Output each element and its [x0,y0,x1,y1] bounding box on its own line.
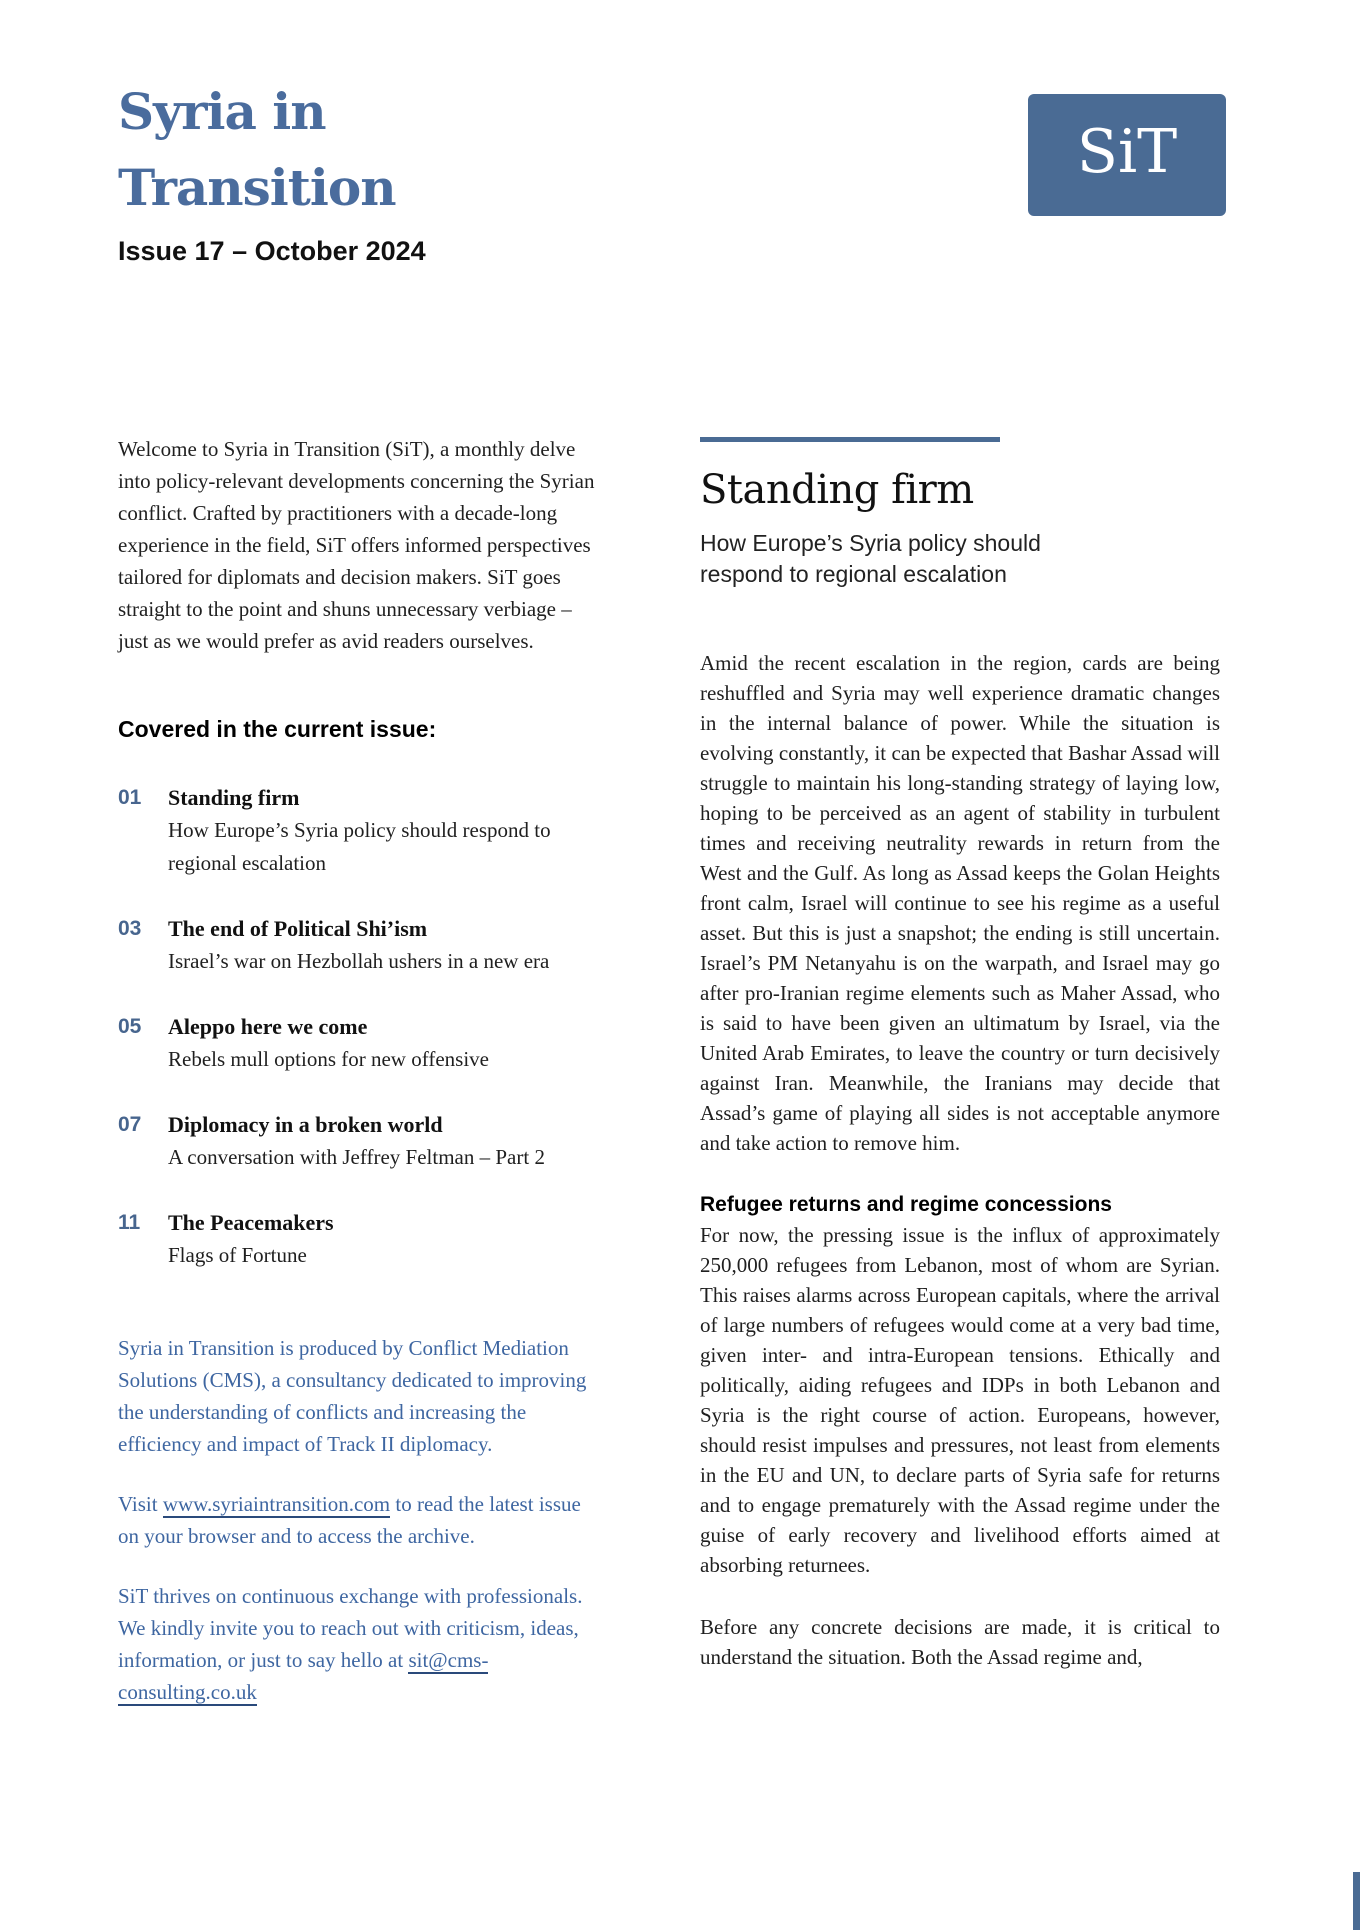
toc-item-page-number: 03 [118,917,142,940]
toc-item-subtitle: A conversation with Jeffrey Feltman – Part 2 [168,1145,545,1169]
page-corner-mark [1353,1872,1360,1930]
toc-item-subtitle: Rebels mull options for new offensive [168,1047,489,1071]
article-paragraph: Amid the recent escalation in the region, cards are being reshuffled and Syria may well experience dramatic changes in the internal balance of power. While the situation is evolving constantly, it can be expected that Bashar Assad will struggle to maintain his long-standing strategy of laying low, hoping to be perceived as an agent of stability in turbulent times and receiving neutrality rewards in return from the West and the Gulf. As long as Assad keeps the Golan Heights front calm, Israel will continue to see his regime as a useful asset. But this is just a snapshot; the ending is still uncertain. Israel’s PM Netanyahu is on the warpath, and Israel may go after pro-Iranian regime elements such as Maher Assad, who is said to have been given an ultimatum by Israel, via the United Arab Emirates, to leave the country or turn decisively against Iran. Meanwhile, the Iranians may decide that Assad’s game of playing all sides is not acceptable anymore and take action to remove him. [700,651,1220,1155]
website-link[interactable]: www.syriaintransition.com [162,1492,391,1516]
toc-item [118,781,600,880]
toc-item [118,1010,600,1076]
email-link[interactable]: sit@cms-consulting.co.uk [118,1648,489,1704]
article-title: Standing firm [700,467,974,513]
article-section-heading: Refugee returns and regime concessions [700,1193,1112,1216]
toc-item-page-number: 05 [118,1015,142,1038]
toc-item-page-number: 11 [118,1211,141,1234]
article-subtitle: How Europe’s Syria policy should respond to regional escalation [700,530,1041,587]
article-paragraph: Before any concrete decisions are made, it is critical to understand the situation. Both the Assad regime and, [700,1615,1220,1669]
table-of-contents [118,781,600,1272]
about-paragraph: Syria in Transition is produced by Conflict Mediation Solutions (CMS), a consultancy dedicated to improving the understanding of conflicts and increasing the efficiency and impact of Track II diplomacy. [118,1336,587,1456]
toc-item-title: The Peacemakers [168,1210,334,1235]
page-title: Syria in Transition [118,82,396,217]
toc-item-title: The end of Political Shi’ism [168,916,428,941]
article-paragraph: For now, the pressing issue is the influx of approximately 250,000 refugees from Lebanon, most of whom are Syrian. This raises alarms across European capitals, where the arrival of large numbers of refugees would come at a very bad time, given inter- and intra-European tensions. Ethically and politically, aiding refugees and IDPs in both Lebanon and Syria is the right course of action. Europeans, however, should resist impulses and pressures, not least from elements in the EU and UN, to declare parts of Syria safe for returns and to engage prematurely with the Assad regime under the guise of early recovery and livelihood efforts aimed at absorbing returnees. [700,1223,1220,1577]
left-column [118,433,600,1708]
sit-logo-text: SiT [1076,117,1178,187]
toc-item-title: Standing firm [168,785,300,810]
visit-text-suffix: to read the latest issue on your browser and to access the archive. [118,1492,581,1548]
article-column [700,437,1220,1672]
visit-paragraph [118,1488,600,1552]
toc-item-title: Aleppo here we come [168,1014,368,1039]
visit-text-prefix: Visit [118,1492,163,1516]
sit-logo [1028,94,1226,216]
toc-item-subtitle: Flags of Fortune [168,1243,307,1267]
toc-item [118,912,600,978]
toc-item [118,1206,600,1272]
contact-paragraph [118,1580,600,1708]
issue-line: Issue 17 – October 2024 [118,236,426,266]
intro-paragraph: Welcome to Syria in Transition (SiT), a monthly delve into policy-relevant developments concerning the Syrian conflict. Crafted by practitioners with a decade-long experience in the field, SiT offers informed perspectives tailored for diplomats and decision makers. SiT goes straight to the point and shuns unnecessary verbiage – just as we would prefer as avid readers ourselves. [118,437,595,653]
toc-heading: Covered in the current issue: [118,716,437,742]
contact-text-prefix: SiT thrives on continuous exchange with professionals. We kindly invite you to reach out with criticism, ideas, information, or just to say hello at [118,1584,583,1672]
toc-item-title: Diplomacy in a broken world [168,1112,443,1137]
article-accent-rule [700,437,1000,442]
article-body [700,648,1220,1672]
toc-item-subtitle: Israel’s war on Hezbollah ushers in a new era [168,949,550,973]
toc-item-page-number: 01 [118,786,142,809]
toc-item [118,1108,600,1174]
toc-item-page-number: 07 [118,1113,142,1136]
toc-item-subtitle: How Europe’s Syria policy should respond to regional escalation [168,818,551,875]
